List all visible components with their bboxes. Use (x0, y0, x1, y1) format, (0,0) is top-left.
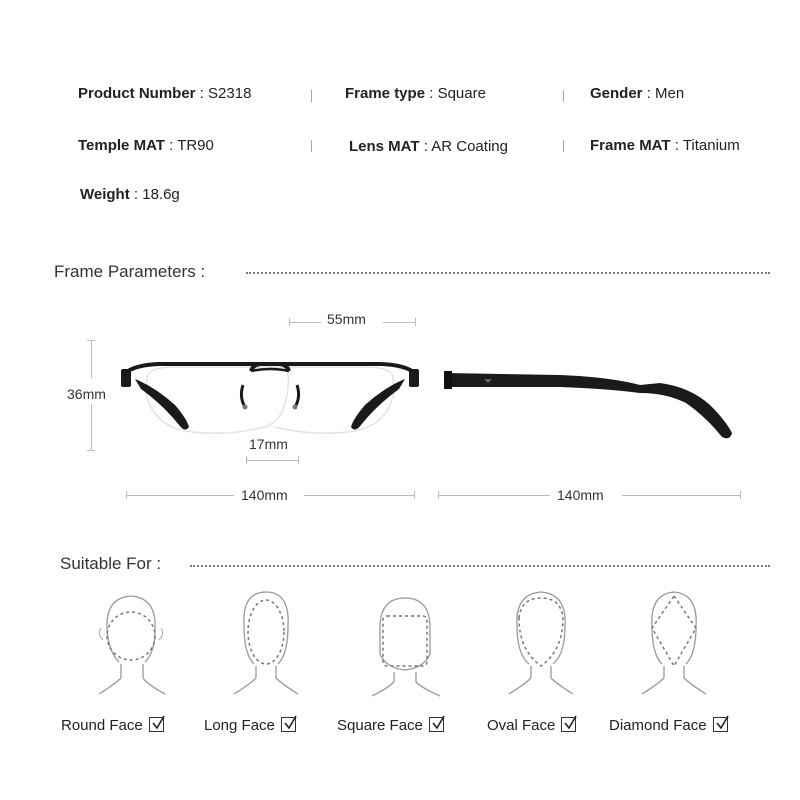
tick (415, 318, 416, 326)
frame-width-label: 140mm (241, 487, 288, 503)
spec-sep: : (129, 186, 143, 203)
spec-sep: : (670, 137, 683, 154)
bridge-label: 17mm (249, 436, 288, 452)
bridge-line (246, 460, 299, 461)
checkbox-checked-icon (149, 717, 164, 732)
spec-value: S2318 (208, 85, 252, 102)
tick (87, 340, 95, 341)
spec-key: Frame MAT (590, 137, 671, 154)
spec-value: AR Coating (431, 138, 508, 155)
tick (87, 450, 95, 451)
spec-key: Product Number (78, 85, 196, 102)
spec-key: Temple MAT (78, 137, 165, 154)
tick (438, 491, 439, 499)
lens-width-label: 55mm (327, 311, 366, 327)
face-label-round (61, 715, 164, 734)
face-label-text: Oval Face (487, 717, 556, 734)
diamond-face-icon (638, 588, 708, 698)
lens-height-label: 36mm (67, 386, 106, 402)
dotted-rule (246, 272, 770, 274)
spec-gender (590, 85, 684, 102)
long-face-icon (230, 588, 300, 698)
checkbox-checked-icon (281, 717, 296, 732)
temple-length-line (622, 495, 740, 496)
tick (298, 456, 299, 464)
tick (246, 456, 247, 464)
checkbox-checked-icon (429, 717, 444, 732)
spec-key: Gender (590, 85, 643, 102)
frame-width-line (126, 495, 234, 496)
frame-width-line (304, 495, 415, 496)
spec-sep: : (642, 85, 656, 102)
spec-value: TR90 (177, 137, 214, 154)
spec-key: Lens MAT (349, 138, 420, 155)
tick (414, 491, 415, 499)
lens-height-line (91, 340, 92, 378)
lens-width-line (383, 322, 416, 323)
spec-sep: : (164, 137, 178, 154)
glasses-side-icon (440, 365, 740, 445)
spec-frame-mat (590, 137, 740, 154)
dotted-rule (190, 565, 770, 567)
spec-frame-type (345, 85, 486, 102)
frame-parameters-title: Frame Parameters : (54, 262, 206, 281)
spec-sep: : (195, 85, 209, 102)
spec-value: 18.6g (142, 186, 180, 203)
face-label-diamond (609, 715, 728, 734)
divider (311, 90, 312, 102)
face-label-long (204, 715, 296, 734)
face-label-text: Round Face (61, 717, 143, 734)
tick (289, 318, 290, 326)
spec-weight (80, 186, 180, 203)
tick (126, 491, 127, 499)
temple-length-line (438, 495, 550, 496)
suitable-for-title: Suitable For : (60, 554, 162, 573)
spec-product-number (78, 85, 251, 102)
temple-length-label: 140mm (557, 487, 604, 503)
square-face-icon (368, 592, 442, 698)
divider (563, 140, 564, 152)
face-label-oval (487, 715, 576, 734)
checkbox-checked-icon (713, 717, 728, 732)
divider (563, 90, 564, 102)
lens-width-line (289, 322, 321, 323)
face-label-text: Diamond Face (609, 717, 707, 734)
spec-value: Men (655, 85, 685, 102)
spec-sep: : (425, 85, 438, 102)
checkbox-checked-icon (561, 717, 576, 732)
face-label-text: Square Face (337, 717, 423, 734)
face-label-text: Long Face (204, 717, 275, 734)
spec-value: Titanium (682, 137, 740, 154)
spec-temple-mat (78, 137, 214, 154)
spec-sep: : (419, 138, 432, 155)
spec-key: Frame type (345, 85, 426, 102)
face-label-square (337, 715, 444, 734)
spec-lens-mat (349, 138, 508, 155)
tick (740, 491, 741, 499)
lens-height-line (91, 404, 92, 450)
spec-value: Square (437, 85, 486, 102)
divider (311, 140, 312, 152)
round-face-icon (95, 590, 165, 698)
oval-face-icon (505, 588, 575, 698)
spec-key: Weight (80, 186, 130, 203)
glasses-front-icon (115, 355, 425, 445)
